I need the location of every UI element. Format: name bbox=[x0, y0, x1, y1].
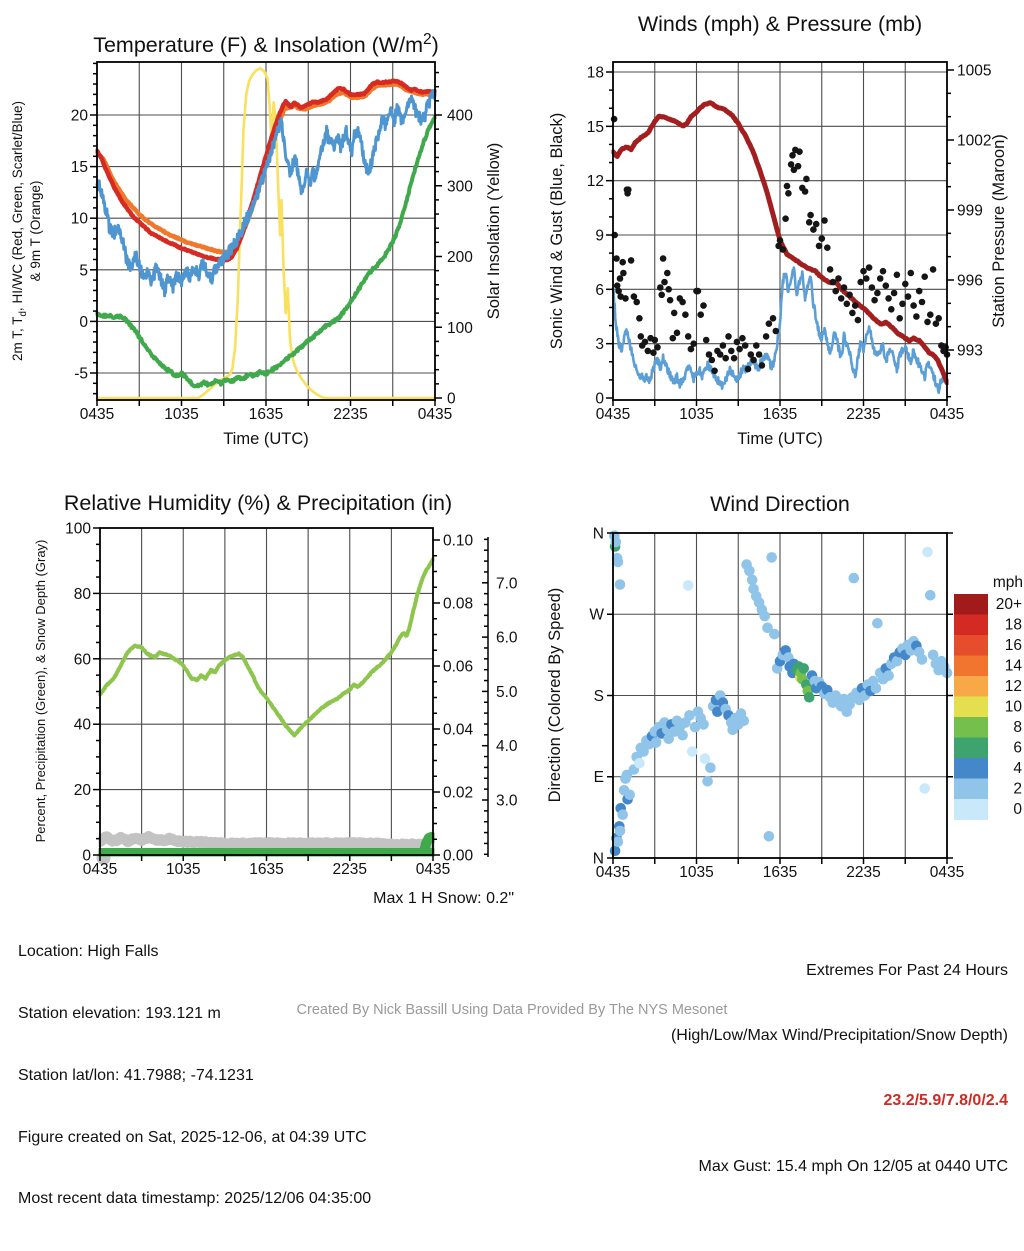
tick-label: 6 bbox=[595, 281, 604, 299]
x-tick-label: 1035 bbox=[679, 406, 714, 423]
tick-label: 4.0 bbox=[496, 738, 518, 756]
tick-label: 400 bbox=[447, 107, 473, 125]
legend-label: 8 bbox=[1013, 719, 1022, 736]
tick-label: 12 bbox=[586, 173, 604, 191]
tick-label: 1005 bbox=[957, 62, 992, 80]
tick-label: 10 bbox=[70, 210, 88, 228]
tick-label: 1002 bbox=[957, 132, 992, 150]
tick-label: 40 bbox=[73, 716, 91, 734]
x-tick-label: 0435 bbox=[415, 861, 451, 878]
legend-swatch-18 bbox=[954, 615, 988, 636]
x-tick-label: 1635 bbox=[762, 864, 798, 881]
x-tick-label: 1035 bbox=[679, 864, 714, 881]
x-tick-label: 0435 bbox=[82, 861, 118, 878]
x-tick-label: 2235 bbox=[332, 861, 367, 878]
speed-colorbar-legend bbox=[954, 574, 1023, 820]
tick-label: 993 bbox=[957, 342, 983, 360]
x-tick-label: 1635 bbox=[248, 406, 284, 423]
legend-swatch-4 bbox=[954, 758, 988, 779]
legend-swatch-10 bbox=[954, 697, 988, 718]
y-axis-label-left: Sonic Wind & Gust (Blue, Black) bbox=[548, 112, 566, 350]
tick-label: 18 bbox=[586, 64, 604, 82]
tick-label: 0 bbox=[79, 313, 88, 331]
x-axis-label: Time (UTC) bbox=[223, 430, 309, 448]
tick-label: 100 bbox=[65, 520, 91, 538]
x-tick-label: 0435 bbox=[417, 406, 453, 423]
tick-label: 3 bbox=[595, 336, 604, 354]
tick-label: N bbox=[592, 525, 604, 543]
x-tick-label: 0435 bbox=[595, 864, 631, 881]
legend-swatch-0 bbox=[954, 799, 988, 820]
extremes-block bbox=[671, 916, 1008, 1221]
tick-label: 999 bbox=[957, 202, 983, 220]
tick-label: 5 bbox=[79, 262, 88, 280]
tick-label: S bbox=[593, 687, 604, 705]
x-tick-label: 0435 bbox=[79, 406, 115, 423]
legend-swatch-20+ bbox=[954, 594, 988, 615]
x-tick-label: 0435 bbox=[929, 864, 965, 881]
winds-pressure-chart bbox=[548, 12, 1008, 448]
series-snow_depth bbox=[100, 837, 433, 846]
x-tick-label: 1635 bbox=[762, 406, 798, 423]
tick-label: 0 bbox=[447, 390, 456, 408]
legend-label: 16 bbox=[1004, 637, 1022, 654]
tick-label: 0.10 bbox=[443, 532, 474, 550]
tick-label: 0.02 bbox=[443, 784, 474, 802]
legend-swatch-14 bbox=[954, 656, 988, 677]
tick-label: 100 bbox=[447, 319, 473, 337]
max-gust-line: Max Gust: 15.4 mph On 12/05 at 0440 UTC bbox=[698, 1157, 1008, 1175]
wind-direction-dots bbox=[609, 530, 952, 856]
legend-swatch-6 bbox=[954, 738, 988, 759]
x-tick-label: 2235 bbox=[846, 406, 881, 423]
tick-label: 9 bbox=[595, 227, 604, 245]
legend-swatch-8 bbox=[954, 717, 988, 738]
data-timestamp-line: Most recent data timestamp: 2025/12/06 04:35:00 bbox=[18, 1190, 372, 1208]
legend-label: 14 bbox=[1004, 657, 1022, 675]
tick-label: 20 bbox=[73, 782, 91, 800]
y-axis-label-left: Percent, Precipitation (Green), & Snow Depth (Gray) bbox=[33, 539, 48, 843]
tick-label: 0.08 bbox=[443, 595, 474, 613]
elevation-line: Station elevation: 193.121 m bbox=[18, 1004, 221, 1022]
x-tick-label: 1035 bbox=[166, 861, 201, 878]
legend-swatch-2 bbox=[954, 779, 988, 800]
extremes-values: 23.2/5.9/7.8/0/2.4 bbox=[883, 1092, 1008, 1110]
tick-label: 20 bbox=[70, 107, 88, 125]
tick-label: 3.0 bbox=[496, 792, 518, 810]
legend-label: 20+ bbox=[995, 596, 1022, 613]
x-tick-label: 0435 bbox=[929, 406, 965, 423]
y-axis-label-left: Direction (Colored By Speed) bbox=[546, 587, 564, 803]
x-tick-label: 1035 bbox=[164, 406, 199, 423]
tick-label: 0 bbox=[595, 390, 604, 408]
temperature-chart-title: Temperature (F) & Insolation $(W/m^2)$ bbox=[93, 31, 439, 57]
legend-swatch-16 bbox=[954, 635, 988, 656]
temperature-insolation-chart bbox=[10, 31, 503, 448]
tick-label: 7.0 bbox=[496, 575, 518, 593]
wind-direction-chart bbox=[546, 492, 964, 881]
tick-label: N bbox=[592, 850, 604, 868]
legend-label: 12 bbox=[1004, 678, 1022, 695]
tick-label: 0 bbox=[82, 847, 91, 865]
legend-label: 4 bbox=[1013, 760, 1022, 777]
legend-label: 10 bbox=[1004, 698, 1022, 716]
tick-label: 15 bbox=[70, 159, 88, 177]
credit-line: Created By Nick Bassill Using Data Provided By The NYS Mesonet bbox=[296, 1002, 728, 1018]
legend-label: 6 bbox=[1013, 739, 1022, 757]
tick-label: 300 bbox=[447, 178, 473, 196]
max-snow-label: Max 1 H Snow: 0.2" bbox=[373, 890, 514, 907]
y-axis-label-left-2: & 9m T (Orange) bbox=[28, 180, 43, 282]
x-tick-label: 0435 bbox=[595, 406, 631, 423]
legend-swatch-12 bbox=[954, 676, 988, 697]
x-axis-label: Time (UTC) bbox=[737, 430, 823, 448]
y-axis-label-right: Station Pressure (Maroon) bbox=[990, 134, 1008, 328]
tick-label: 5.0 bbox=[496, 683, 518, 701]
tick-label: 60 bbox=[73, 651, 91, 669]
tick-label: 996 bbox=[957, 272, 983, 290]
y-axis-label-left: 2m T, $T_d$, HI/WC (Red, Green, Scarlet/Blue) bbox=[10, 101, 29, 361]
location-line: Location: High Falls bbox=[18, 943, 159, 961]
legend-label: 2 bbox=[1013, 780, 1022, 798]
tick-label: -5 bbox=[74, 365, 88, 383]
legend-label: 18 bbox=[1004, 616, 1022, 634]
tick-label: W bbox=[589, 606, 604, 624]
tick-label: E bbox=[593, 769, 604, 787]
tick-label: 0.04 bbox=[443, 721, 474, 739]
tick-label: 0.00 bbox=[443, 847, 474, 865]
x-tick-label: 2235 bbox=[333, 406, 368, 423]
legend-title-mph: mph bbox=[992, 574, 1023, 591]
winds-chart-title: Winds (mph) & Pressure (mb) bbox=[637, 12, 923, 36]
tick-label: 6.0 bbox=[496, 629, 518, 647]
humidity-chart-title: Relative Humidity (%) & Precipitation (in) bbox=[63, 491, 453, 515]
y-axis-label-right: Solar Insolation (Yellow) bbox=[485, 142, 503, 320]
x-tick-label: 2235 bbox=[846, 864, 881, 881]
tick-label: 0.06 bbox=[443, 658, 474, 676]
legend-label: 0 bbox=[1013, 801, 1022, 818]
station-info-block bbox=[18, 901, 371, 1251]
extremes-title: Extremes For Past 24 Hours bbox=[806, 961, 1008, 979]
wind-direction-chart-title: Wind Direction bbox=[710, 492, 850, 516]
tick-label: 15 bbox=[586, 118, 604, 136]
extremes-subtitle: (High/Low/Max Wind/Precipitation/Snow Depth) bbox=[670, 1026, 1008, 1044]
x-tick-label: 1635 bbox=[249, 861, 284, 878]
humidity-precip-chart bbox=[33, 491, 518, 878]
figure-created-line: Figure created on Sat, 2025-12-06, at 04:39 UTC bbox=[18, 1128, 367, 1146]
tick-label: 200 bbox=[447, 249, 473, 266]
latlon-line: Station lat/lon: 41.7988; -74.1231 bbox=[18, 1066, 254, 1084]
tick-label: 80 bbox=[73, 585, 91, 603]
